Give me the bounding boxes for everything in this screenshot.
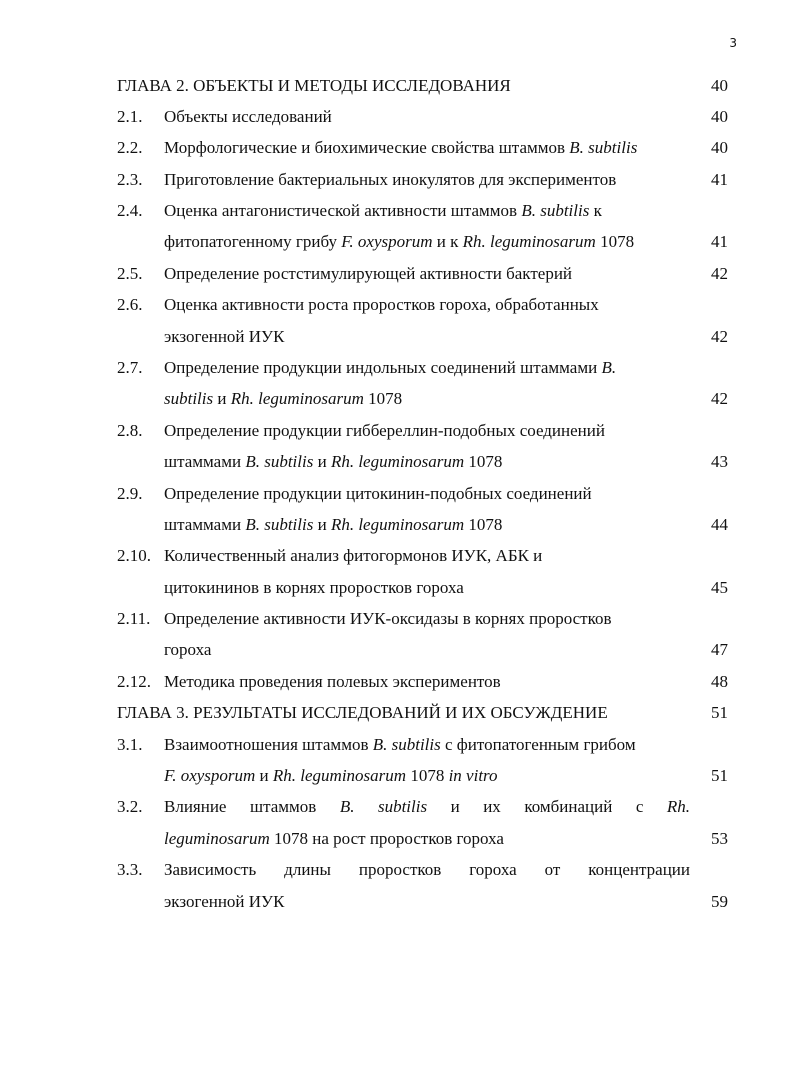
toc-chapter-2 [0, 71, 792, 102]
toc-entry-2-10-cont [0, 573, 792, 604]
toc-entry-2-8 [0, 416, 792, 447]
section-title: Объекты исследований [164, 107, 332, 126]
section-number: 2.6. [117, 295, 143, 314]
section-number: 2.1. [117, 107, 143, 126]
toc-entry-3-2 [0, 792, 792, 823]
toc-page-number: 51 [711, 766, 728, 785]
section-title: Методика проведения полевых экспериментов [164, 672, 501, 691]
section-number: 2.4. [117, 201, 143, 220]
toc-entry-2-10 [0, 541, 792, 572]
section-title-line-2: фитопатогенному грибу F. oxysporum и к Rh. leguminosarum 1078 [164, 232, 635, 251]
toc-page-number: 53 [711, 829, 728, 848]
chapter-title: ГЛАВА 3. РЕЗУЛЬТАТЫ ИССЛЕДОВАНИЙ И ИХ ОБСУЖДЕНИЕ [117, 703, 608, 722]
toc-entry-2-8-cont [0, 447, 792, 478]
section-title-line-1: Оценка антагонистической активности штаммов B. subtilis к [164, 201, 602, 220]
section-number: 2.10. [117, 546, 151, 565]
section-title-line-1: Взаимоотношения штаммов B. subtilis с фитопатогенным грибом [164, 735, 636, 754]
toc-entry-2-1 [0, 102, 792, 133]
toc-entry-3-3-cont [0, 887, 792, 918]
section-title-line-2: экзогенной ИУК [164, 892, 285, 911]
section-number: 3.1. [117, 735, 143, 754]
toc-entry-2-7-cont [0, 384, 792, 415]
toc-entry-2-9 [0, 479, 792, 510]
toc-entry-2-4 [0, 196, 792, 227]
section-title-line-1: Зависимость длины проростков гороха от концентрации [164, 860, 690, 879]
toc-entry-2-2 [0, 133, 792, 164]
section-title-line-1: Определение продукции гиббереллин-подобных соединений [164, 421, 605, 440]
toc-page-number: 40 [711, 76, 728, 95]
page-number: 3 [729, 36, 737, 50]
section-title-line-2: гороха [164, 640, 212, 659]
toc-page-number: 48 [711, 672, 728, 691]
section-title-line-1: Определение продукции индольных соединений штаммами B. [164, 358, 617, 377]
section-number: 2.9. [117, 484, 143, 503]
toc-page-number: 41 [711, 170, 728, 189]
section-title-line-2: штаммами B. subtilis и Rh. leguminosarum 1078 [164, 515, 503, 534]
section-title-line-1: Оценка активности роста проростков гороха, обработанных [164, 295, 599, 314]
toc-page-number: 41 [711, 232, 728, 251]
toc-entry-2-11-cont [0, 635, 792, 666]
toc-page-number: 43 [711, 452, 728, 471]
section-title: Определение ростстимулирующей активности бактерий [164, 264, 573, 283]
toc-chapter-3 [0, 698, 792, 729]
section-number: 2.8. [117, 421, 143, 440]
toc-entry-3-3 [0, 855, 792, 886]
section-number: 2.3. [117, 170, 143, 189]
toc-entry-2-4-cont [0, 227, 792, 258]
section-number: 2.7. [117, 358, 143, 377]
toc-page-number: 51 [711, 703, 728, 722]
toc-entry-2-7 [0, 353, 792, 384]
section-number: 3.2. [117, 797, 143, 816]
toc-entry-2-6-cont [0, 322, 792, 353]
toc-entry-2-9-cont [0, 510, 792, 541]
toc-page-number: 42 [711, 389, 728, 408]
toc-page-number: 44 [711, 515, 728, 534]
section-title-line-1: Определение активности ИУК-оксидазы в корнях проростков [164, 609, 612, 628]
section-number: 2.11. [117, 609, 151, 628]
toc-entry-3-1 [0, 730, 792, 761]
section-number: 2.2. [117, 138, 143, 157]
toc-entry-2-5 [0, 259, 792, 290]
section-number: 2.5. [117, 264, 143, 283]
section-title-line-2: subtilis и Rh. leguminosarum 1078 [164, 389, 403, 408]
section-title-line-2: цитокининов в корнях проростков гороха [164, 578, 464, 597]
chapter-title: ГЛАВА 2. ОБЪЕКТЫ И МЕТОДЫ ИССЛЕДОВАНИЯ [117, 76, 511, 95]
section-title-line-2: leguminosarum 1078 на рост проростков гороха [164, 829, 504, 848]
toc-page-number: 45 [711, 578, 728, 597]
toc-page-number: 40 [711, 107, 728, 126]
section-title: Приготовление бактериальных инокулятов для экспериментов [164, 170, 617, 189]
section-number: 2.12. [117, 672, 151, 691]
section-title-line-2: штаммами B. subtilis и Rh. leguminosarum 1078 [164, 452, 503, 471]
toc-page-number: 42 [711, 327, 728, 346]
toc-entry-2-12 [0, 667, 792, 698]
section-title-line-2: F. oxysporum и Rh. leguminosarum 1078 in vitro [164, 766, 498, 785]
toc-page-number: 59 [711, 892, 728, 911]
toc-page-number: 42 [711, 264, 728, 283]
section-title-line-1: Определение продукции цитокинин-подобных соединений [164, 484, 592, 503]
toc-page-number: 47 [711, 640, 728, 659]
toc-entry-3-1-cont [0, 761, 792, 792]
toc-entry-3-2-cont [0, 824, 792, 855]
section-title: Морфологические и биохимические свойства штаммов B. subtilis [164, 138, 638, 157]
section-number: 3.3. [117, 860, 143, 879]
section-title-line-2: экзогенной ИУК [164, 327, 285, 346]
section-title-line-1: Влияние штаммов B. subtilis и их комбинаций с Rh. [164, 797, 691, 816]
toc-page-number: 40 [711, 138, 728, 157]
toc-entry-2-3 [0, 165, 792, 196]
toc-entry-2-6 [0, 290, 792, 321]
toc-entry-2-11 [0, 604, 792, 635]
section-title-line-1: Количественный анализ фитогормонов ИУК, АБК и [164, 546, 543, 565]
